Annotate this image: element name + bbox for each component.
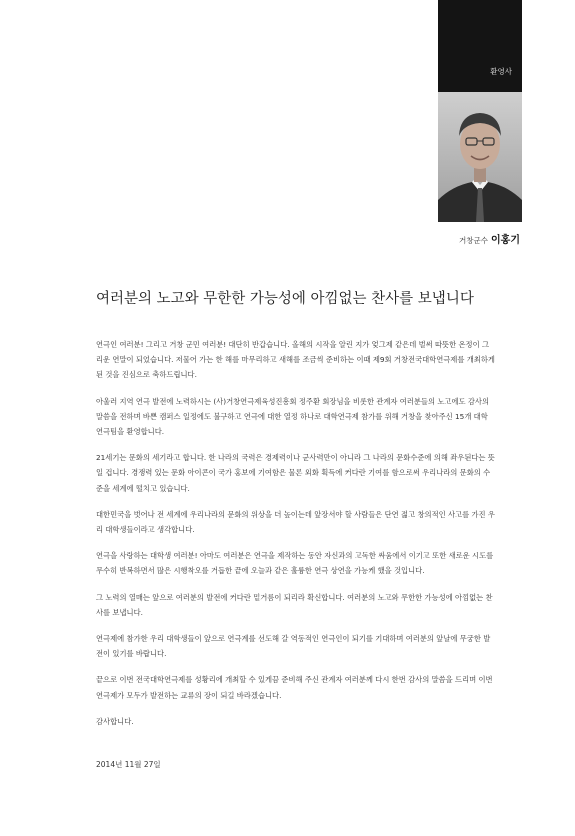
paragraph: 대한민국을 벗어나 전 세계에 우리나라의 문화의 위상을 더 높이는데 앞장서야 할 사람들은 단연 젊고 창의적인 사고를 가진 우리 대학생들이라고 생각합니다. (96, 509, 495, 535)
author-name: 이홍기 (491, 235, 520, 246)
author-title: 거창군수 (459, 236, 489, 245)
paragraph: 연극인 여러분! 그리고 거창 군민 여러분! 대단히 반갑습니다. 올해의 시작을 알린 지가 엊그제 같은데 벌써 따뜻한 온정이 그리운 연말이 되었습니다. 저물어 가는 한 해를 마무리하고 새해를 조금씩 준비하는 이때 제9회 거창전국대학연극제를 개최하게 된 것을 진심으로 축하드립니다. (96, 340, 495, 380)
paragraph: 끝으로 이번 전국대학연극제를 성황리에 개최할 수 있게끔 준비해 주신 관계자 여러분께 다시 한번 감사의 말씀을 드리며 이번 연극제가 모두가 발전하는 교류의 장이 되길 바라겠습니다. (96, 675, 493, 700)
paragraph: 연극을 사랑하는 대학생 여러분! 아마도 여러분은 연극을 제작하는 동안 자신과의 고독한 싸움에서 이기고 또한 새로운 시도를 무수히 반복하면서 많은 시행착오를 거듭한 끝에 오늘과 같은 훌륭한 연극 상연을 가능케 했을 것입니다. (96, 551, 494, 576)
closing-line: 감사합니다. (96, 716, 134, 726)
paragraph: 그 노력의 열매는 앞으로 여러분의 발전에 커다란 밑거름이 되리라 확신합니다. 여러분의 노고와 무한한 가능성에 아낌없는 찬사를 보냅니다. (96, 592, 493, 617)
header-dark-block (438, 0, 522, 92)
portrait-photo (438, 92, 522, 222)
paragraph: 21세기는 문화의 세기라고 합니다. 한 나라의 국력은 경제력이나 군사력만이 아니라 그 나라의 문화수준에 의해 좌우된다는 뜻일 겁니다. 경쟁력 있는 문화 아이콘이 국가 홍보에 기여함은 물론 외화 획득에 커다란 기여를 함으로써 우리나라의 문화의 수준을 세계에 떨치고 있습니다. (96, 453, 495, 493)
page-title: 여러분의 노고와 무한한 가능성에 아낌없는 찬사를 보냅니다 (96, 291, 474, 307)
section-label: 환영사 (490, 67, 512, 76)
paragraph: 아울러 지역 연극 발전에 노력하시는 (사)거창연극제육성진흥회 정주환 회장님을 비롯한 관계자 여러분들의 노고에도 감사의 말씀을 전하며 바쁜 캠퍼스 일정에도 불구하고 연극에 대한 열정 하나로 대학연극제 참가를 위해 거창을 찾아주신 15개 대학 연극팀을 환영합니다. (96, 396, 490, 437)
letter-body (96, 337, 496, 740)
document-date: 2014년 11월 27일 (96, 760, 161, 769)
author-byline (360, 231, 520, 246)
paragraph: 연극제에 참가한 우리 대학생들이 앞으로 연극계를 선도해 갈 역동적인 연극인이 되기를 기대하며 여러분의 앞날에 무궁한 발전이 있기를 바랍니다. (96, 634, 491, 659)
